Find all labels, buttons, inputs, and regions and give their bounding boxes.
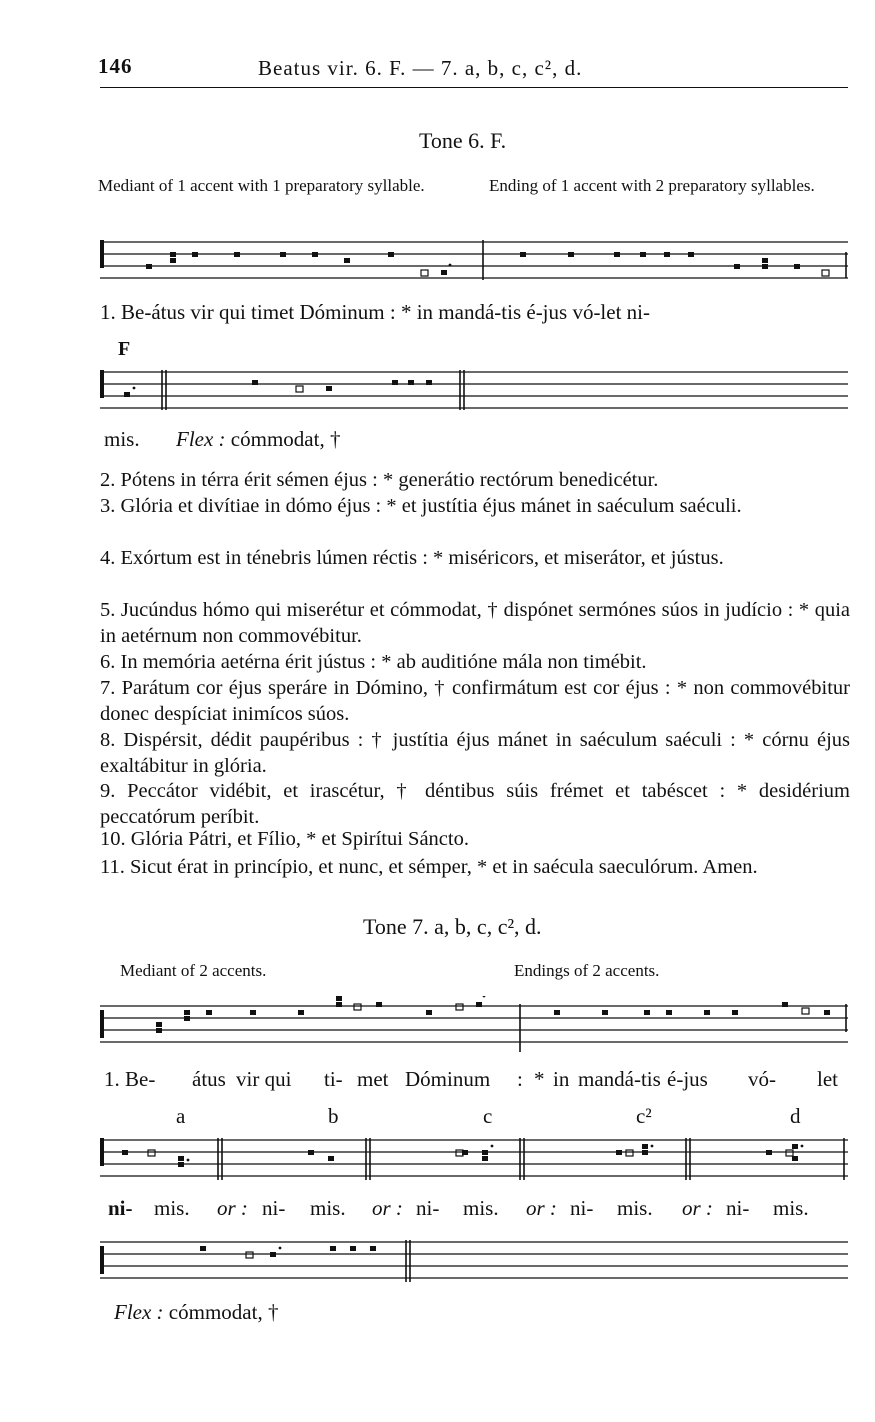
end-syl: mis. bbox=[617, 1196, 653, 1220]
t7-syl: é-jus bbox=[667, 1067, 708, 1091]
ending-letter-a: a bbox=[176, 1104, 186, 1128]
verse-7: 7. Parátum cor éjus speráre in Dómino, † confirmátum est cor éjus : * non commovébitur donec despíciat inimícos súos. bbox=[100, 677, 850, 725]
t7-syl: vir qui bbox=[236, 1067, 292, 1091]
t7-syl: Dóminum bbox=[405, 1067, 491, 1091]
verse-8: 8. Dispérsit, dédit paupéribus : † justítia éjus mánet in saéculum saéculi : * córnu éjus exaltábitur in glória. bbox=[100, 729, 850, 777]
t7-syl: : bbox=[517, 1067, 523, 1091]
end-syl: or : bbox=[217, 1196, 248, 1220]
t7-syl: vó- bbox=[748, 1067, 776, 1091]
verse-11: 11. Sicut érat in princípio, et nunc, et sémper, * et in saécula saeculórum. Amen. bbox=[100, 856, 758, 878]
ending-letter-d: d bbox=[790, 1104, 801, 1128]
tone7-staff bbox=[96, 996, 852, 1054]
end-syl: ni- bbox=[726, 1196, 750, 1220]
verse-2: 2. Pótens in térra érit sémen éjus : * generátio rectórum benedicétur. bbox=[100, 469, 659, 491]
flex-text: cómmodat, † bbox=[230, 427, 341, 451]
tone7-flex-staff bbox=[96, 1238, 852, 1288]
ending-letter-c: c bbox=[483, 1104, 493, 1128]
tone6-final-letter: F bbox=[118, 338, 131, 360]
flex-text: cómmodat, † bbox=[168, 1300, 279, 1324]
tone6-verse1-end: mis. bbox=[104, 427, 140, 451]
end-syl: mis. bbox=[154, 1196, 190, 1220]
end-syl: mis. bbox=[463, 1196, 499, 1220]
tone6-flex bbox=[176, 427, 340, 452]
verse-6: 6. In memória aetérna érit jústus : * ab auditióne mála non timébit. bbox=[100, 651, 647, 673]
t7-syl: met bbox=[357, 1067, 389, 1091]
ending-letter-c2: c² bbox=[636, 1104, 652, 1128]
tone7-flex bbox=[114, 1300, 278, 1325]
verse-9: 9. Peccátor vidébit, et irascétur, † déntibus súis frémet et tabéscet : * desidérium peccatórum períbit. bbox=[100, 780, 850, 828]
tone6-mediant-label: Mediant of 1 accent with 1 preparatory syllable. bbox=[98, 176, 425, 195]
t7-syl: 1. Be- bbox=[104, 1067, 156, 1091]
end-syl: ni- bbox=[416, 1196, 440, 1220]
tone7-endings-staff bbox=[96, 1136, 852, 1186]
tone7-ending-label: Endings of 2 accents. bbox=[514, 961, 660, 980]
running-title: Beatus vir. 6. F. — 7. a, b, c, c², d. bbox=[258, 56, 583, 80]
t7-syl: let bbox=[817, 1067, 838, 1091]
page-number: 146 bbox=[98, 54, 133, 78]
end-syl: or : bbox=[526, 1196, 557, 1220]
verse-5: 5. Jucúndus hómo qui miserétur et cómmodat, † dispónet sermónes súos in judício : * quia in aetérnum non commovébitur. bbox=[100, 599, 850, 647]
end-syl: mis. bbox=[773, 1196, 809, 1220]
flex-label: Flex : bbox=[114, 1300, 164, 1324]
end-syl: mis. bbox=[310, 1196, 346, 1220]
tone6-title: Tone 6. F. bbox=[419, 128, 507, 153]
end-syl: ni- bbox=[108, 1196, 133, 1220]
header-rule bbox=[100, 87, 848, 88]
c-clef-icon bbox=[100, 240, 104, 268]
tone7-mediant-label: Mediant of 2 accents. bbox=[120, 961, 267, 980]
end-syl: or : bbox=[372, 1196, 403, 1220]
t7-syl: mandá-tis bbox=[578, 1067, 661, 1091]
t7-syl: átus bbox=[192, 1067, 226, 1091]
tone6-verse1: 1. Be-átus vir qui timet Dóminum : * in mandá-tis é-jus vó-let ni- bbox=[100, 300, 650, 324]
t7-syl: ti- bbox=[324, 1067, 343, 1091]
tone6-flex-staff bbox=[96, 366, 852, 416]
flex-label: Flex : bbox=[176, 427, 226, 451]
tone6-staff bbox=[96, 232, 852, 290]
tone6-ending-label: Ending of 1 accent with 2 preparatory syllables. bbox=[489, 176, 815, 195]
verse-3: 3. Glória et divítiae in dómo éjus : * et justítia éjus mánet in saéculum saéculi. bbox=[100, 495, 742, 517]
ending-letter-b: b bbox=[328, 1104, 339, 1128]
t7-syl: in bbox=[553, 1067, 570, 1091]
end-syl: ni- bbox=[262, 1196, 286, 1220]
end-syl: or : bbox=[682, 1196, 713, 1220]
verse-4: 4. Exórtum est in ténebris lúmen réctis : * miséricors, et miserátor, et jústus. bbox=[100, 547, 724, 569]
t7-syl: * bbox=[534, 1067, 545, 1091]
end-syl: ni- bbox=[570, 1196, 594, 1220]
verse-10: 10. Glória Pátri, et Fílio, * et Spirítui Sáncto. bbox=[100, 828, 469, 850]
tone7-title: Tone 7. a, b, c, c², d. bbox=[363, 914, 542, 939]
